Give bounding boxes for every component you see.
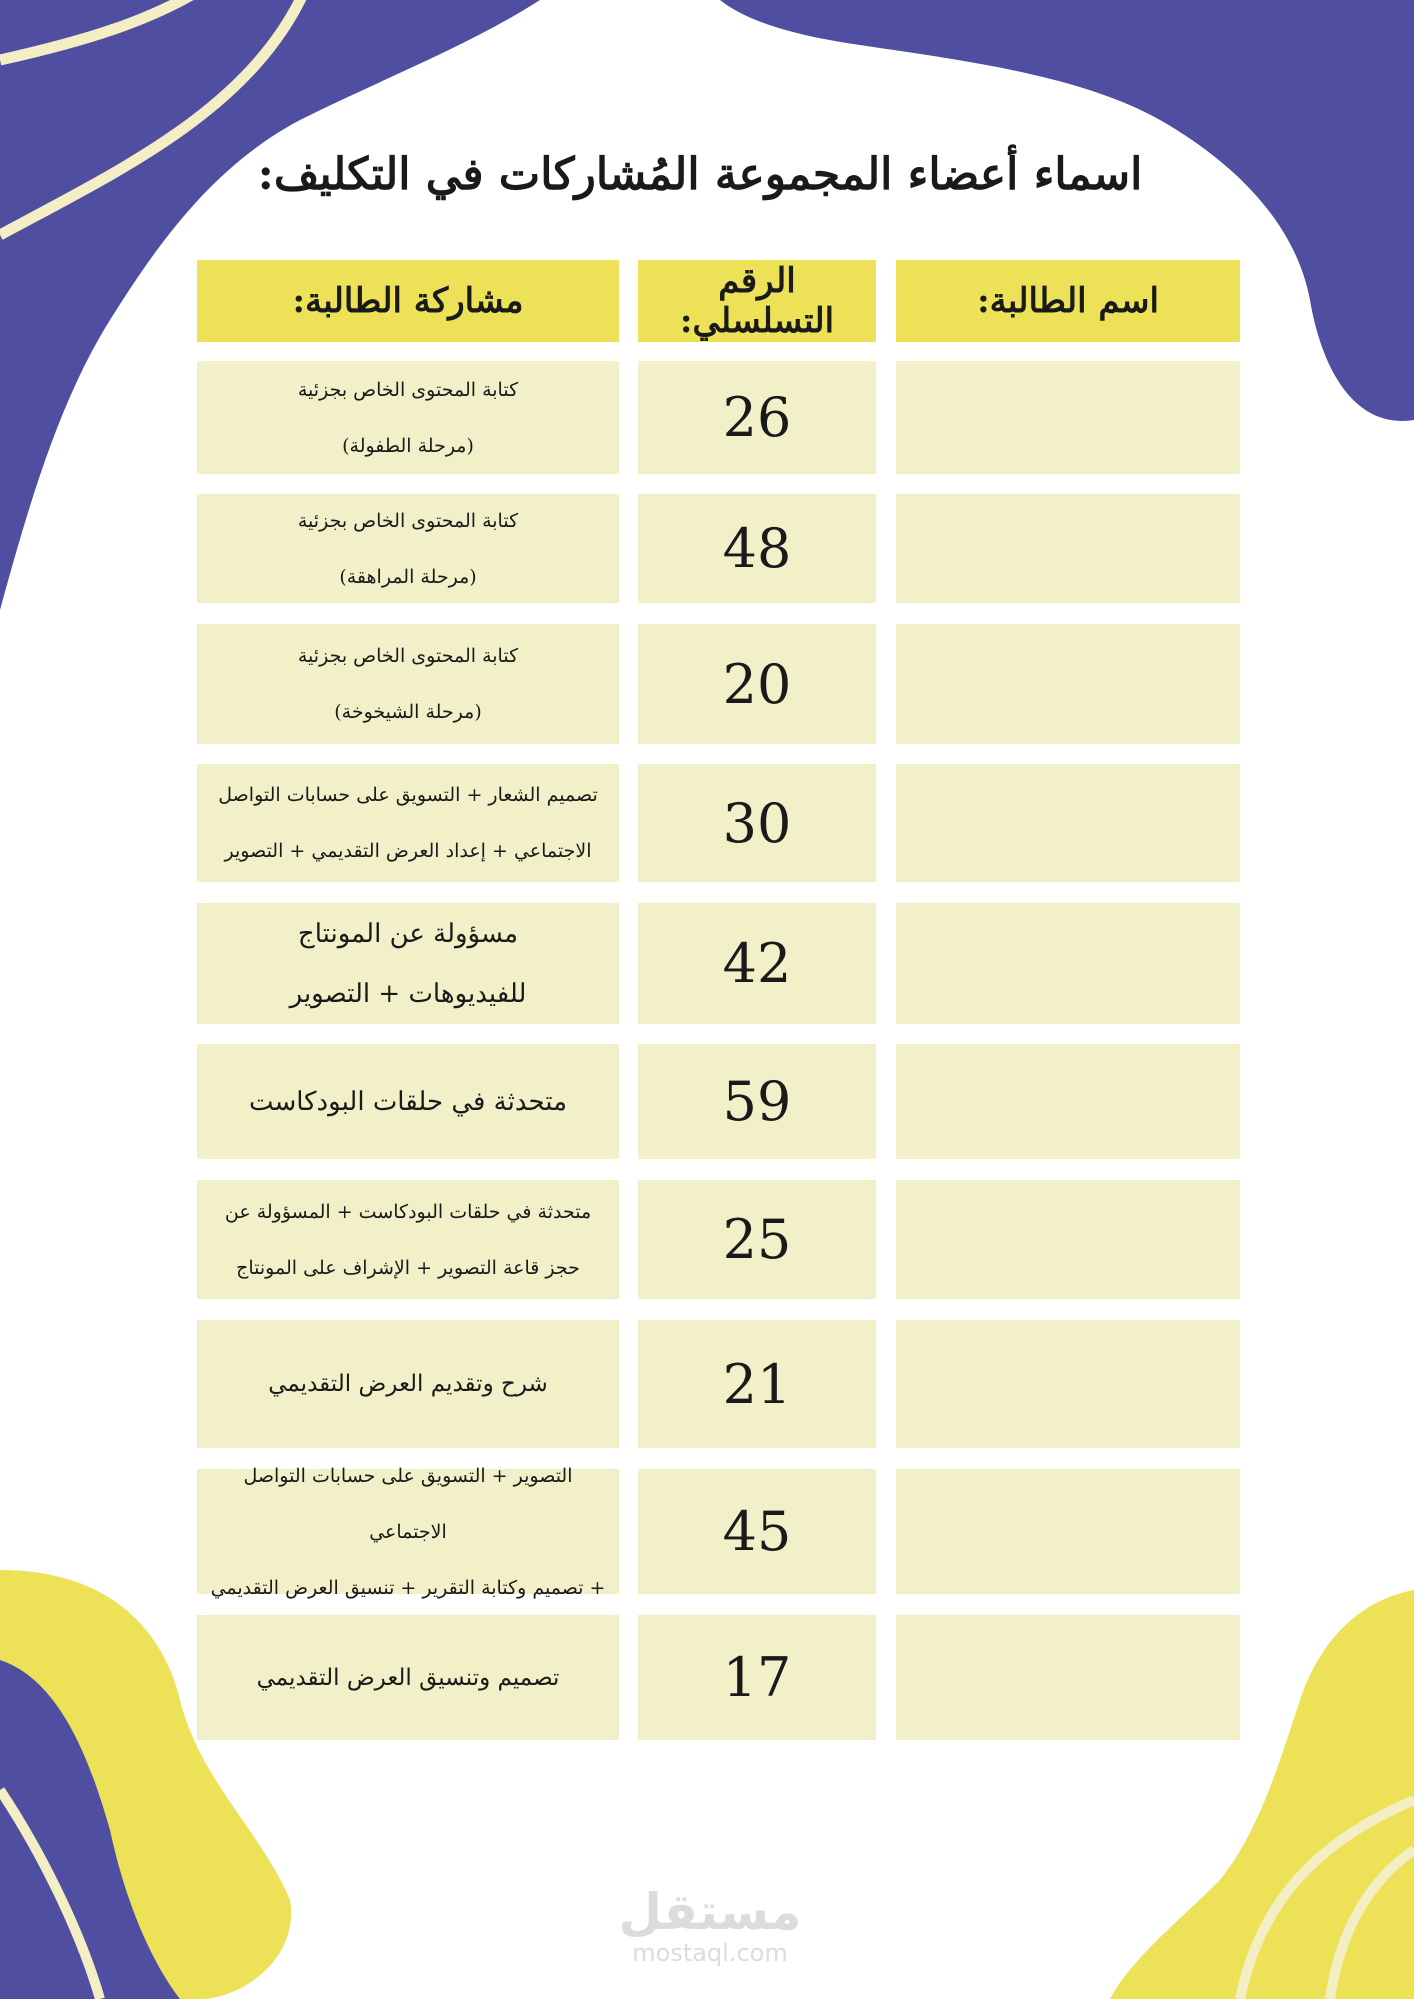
- contribution-cell: [197, 903, 619, 1024]
- contribution-cell: [197, 1615, 619, 1740]
- page-title: اسماء أعضاء المجموعة المُشاركات في التكليف:: [257, 149, 1143, 200]
- serial-number-cell: 21: [638, 1320, 876, 1448]
- serial-number-cell: 42: [638, 903, 876, 1024]
- contribution-line: تصميم وتنسيق العرض التقديمي: [256, 1664, 560, 1691]
- serial-number-cell: 30: [638, 764, 876, 882]
- contribution-line: التصوير + التسويق على حسابات التواصل الاجتماعي: [243, 1464, 573, 1543]
- contribution-line: الاجتماعي + إعداد العرض التقديمي + التصوير: [224, 840, 592, 862]
- contribution-line: مسؤولة عن المونتاج: [297, 918, 519, 949]
- contribution-cell: [197, 764, 619, 882]
- contribution-cell: [197, 624, 619, 744]
- serial-number-cell: 48: [638, 494, 876, 603]
- contribution-line: + تصميم وكتابة التقرير + تنسيق العرض التقديمي: [210, 1576, 606, 1599]
- serial-number-cell: 25: [638, 1180, 876, 1299]
- student-name-cell: [896, 1044, 1240, 1159]
- contribution-line: كتابة المحتوى الخاص بجزئية: [297, 378, 519, 401]
- watermark-latin: mostaql.com: [632, 1939, 788, 1967]
- contribution-line: (مرحلة الشيخوخة): [334, 701, 482, 723]
- student-name-cell: [896, 361, 1240, 474]
- top-right-blob: [720, 0, 1414, 421]
- mostaql-watermark: [600, 1884, 820, 1966]
- watermark-arabic: مستقل: [618, 1883, 802, 1941]
- header-contribution: مشاركة الطالبة:: [197, 260, 619, 342]
- student-name-cell: [896, 494, 1240, 603]
- contribution-line: كتابة المحتوى الخاص بجزئية: [297, 645, 519, 667]
- student-name-cell: [896, 624, 1240, 744]
- student-name-cell: [896, 1469, 1240, 1594]
- contribution-line: متحدثة في حلقات البودكاست: [248, 1086, 568, 1117]
- student-name-cell: [896, 1180, 1240, 1299]
- contribution-line: كتابة المحتوى الخاص بجزئية: [297, 509, 519, 532]
- serial-number-cell: 59: [638, 1044, 876, 1159]
- student-name-cell: [896, 764, 1240, 882]
- contribution-line: شرح وتقديم العرض التقديمي: [268, 1371, 548, 1397]
- contribution-cell: [197, 361, 619, 474]
- contribution-cell: [197, 1464, 619, 1599]
- contribution-cell: [197, 494, 619, 603]
- serial-number-cell: 45: [638, 1469, 876, 1594]
- contribution-cell: [197, 1044, 619, 1159]
- contribution-line: تصميم الشعار + التسويق على حسابات التواصل: [218, 784, 598, 806]
- student-name-cell: [896, 903, 1240, 1024]
- contribution-line: حجز قاعة التصوير + الإشراف على المونتاج: [236, 1256, 580, 1279]
- serial-number-cell: 17: [638, 1615, 876, 1740]
- serial-number-cell: 26: [638, 361, 876, 474]
- contribution-line: متحدثة في حلقات البودكاست + المسؤولة عن: [224, 1200, 592, 1223]
- contribution-line: للفيديوهات + التصوير: [289, 978, 527, 1009]
- student-name-cell: [896, 1320, 1240, 1448]
- contribution-cell: [197, 1320, 619, 1448]
- contribution-line: (مرحلة الطفولة): [342, 434, 474, 457]
- serial-number-cell: 20: [638, 624, 876, 744]
- contribution-line: (مرحلة المراهقة): [339, 565, 477, 588]
- contribution-cell: [197, 1180, 619, 1299]
- student-name-cell: [896, 1615, 1240, 1740]
- header-student-name: اسم الطالبة:: [896, 260, 1240, 342]
- header-serial-number: الرقم التسلسلي:: [638, 260, 876, 342]
